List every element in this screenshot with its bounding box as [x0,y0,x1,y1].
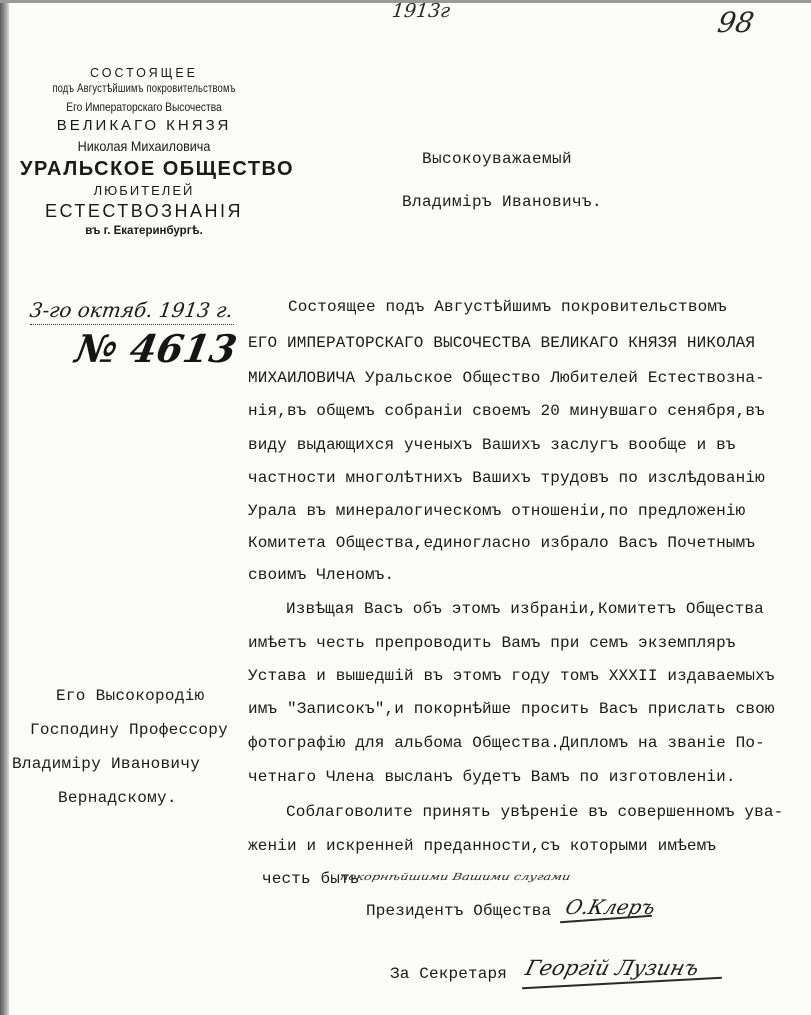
body-line: Комитета Общества,единогласно избрало Васъ Почетнымъ [248,534,756,552]
letterhead-line: ЛЮБИТЕЛЕЙ [93,182,195,198]
letterhead-line: подъ Августѣйшимъ покровительствомъ [52,83,236,96]
body-line: Состоящее подъ Августѣйшимъ покровительствомъ [288,298,727,316]
document-number: № 4613 [72,326,241,371]
body-line: своимъ Членомъ. [248,566,395,584]
body-line: нія,въ общемъ собраніи своемъ 20 минувшаго сенября,въ [248,402,765,420]
body-line: виду выдающихся ученыхъ Вашихъ заслугъ вообще и въ [248,436,736,454]
body-line: имѣетъ честь препроводить Вамъ при семъ экземпляръ [248,634,736,652]
letterhead-line: СОСТОЯЩЕЕ [89,66,199,80]
body-line: МИХАИЛОВИЧА Уральское Общество Любителей Естествозна- [248,369,765,387]
president-signature: О.Клеръ [563,895,658,919]
body-line: женіи и искренней преданности,съ которыми имѣемъ [248,837,717,855]
letterhead-line: ВЕЛИКАГО КНЯЗЯ [56,117,232,135]
letterhead-line: Николая Михаиловича [77,137,211,154]
archive-year-note: 1913г [390,0,452,22]
president-label: Президентъ Общества [366,902,552,920]
body-line: четнаго Члена высланъ будетъ Вамъ по изготовленіи. [248,768,736,786]
salutation-line-2: Владиміръ Ивановичъ. [402,193,603,211]
document-date: 3-го октяб. 1913 г. [28,298,235,322]
body-line: Урала въ минералогическомъ отношеніи,по предложенію [248,502,746,520]
salutation-line-1: Высокоуважаемый [422,150,573,168]
recipient-line: Владиміру Ивановичу [12,755,201,773]
secretary-label: За Секретаря [390,965,508,983]
letterhead [20,66,295,239]
body-line: имъ "Записокъ",и покорнѣйше просить Васъ прислать свою [248,700,775,718]
body-line: фотографію для альбома Общества.Дипломъ на званіе По- [248,734,765,752]
body-line: честь быть [262,870,360,888]
body-line: Устава и вышедшій въ этомъ году томъ XXXII издаваемыхъ [248,667,775,685]
letterhead-line: ЕСТЕСТВОЗНАНІЯ [44,200,244,221]
letterhead-line: Его Императорскаго Высочества [66,99,222,114]
body-line: Извѣщая Васъ объ этомъ избраніи,Комитетъ Общества [286,600,764,618]
scan-binding-edge [0,0,9,1015]
recipient-line: Вернадскому. [58,789,177,807]
body-line: частности многолѣтнихъ Вашихъ трудовъ по изслѣдованію [248,469,765,487]
body-line: Соблаговолите принять увѣреніе въ совершенномъ ува- [286,803,784,821]
recipient-line: Его Высокородію [56,687,205,705]
archive-page-number: 98 [715,6,757,39]
recipient-line: Господину Профессору [30,721,229,739]
body-line: ЕГО ИМПЕРАТОРСКАГО ВЫСОЧЕСТВА ВЕЛИКАГО КНЯЗЯ НИКОЛАЯ [248,334,756,352]
secretary-signature: Георгій Лузинъ [523,956,702,980]
letterhead-society-name: УРАЛЬСКОЕ ОБЩЕСТВО [20,157,295,180]
letterhead-city: въ г. Екатеринбургѣ. [85,225,203,238]
handwritten-closing: покорнѣйшими Вашими слугами [338,871,572,884]
